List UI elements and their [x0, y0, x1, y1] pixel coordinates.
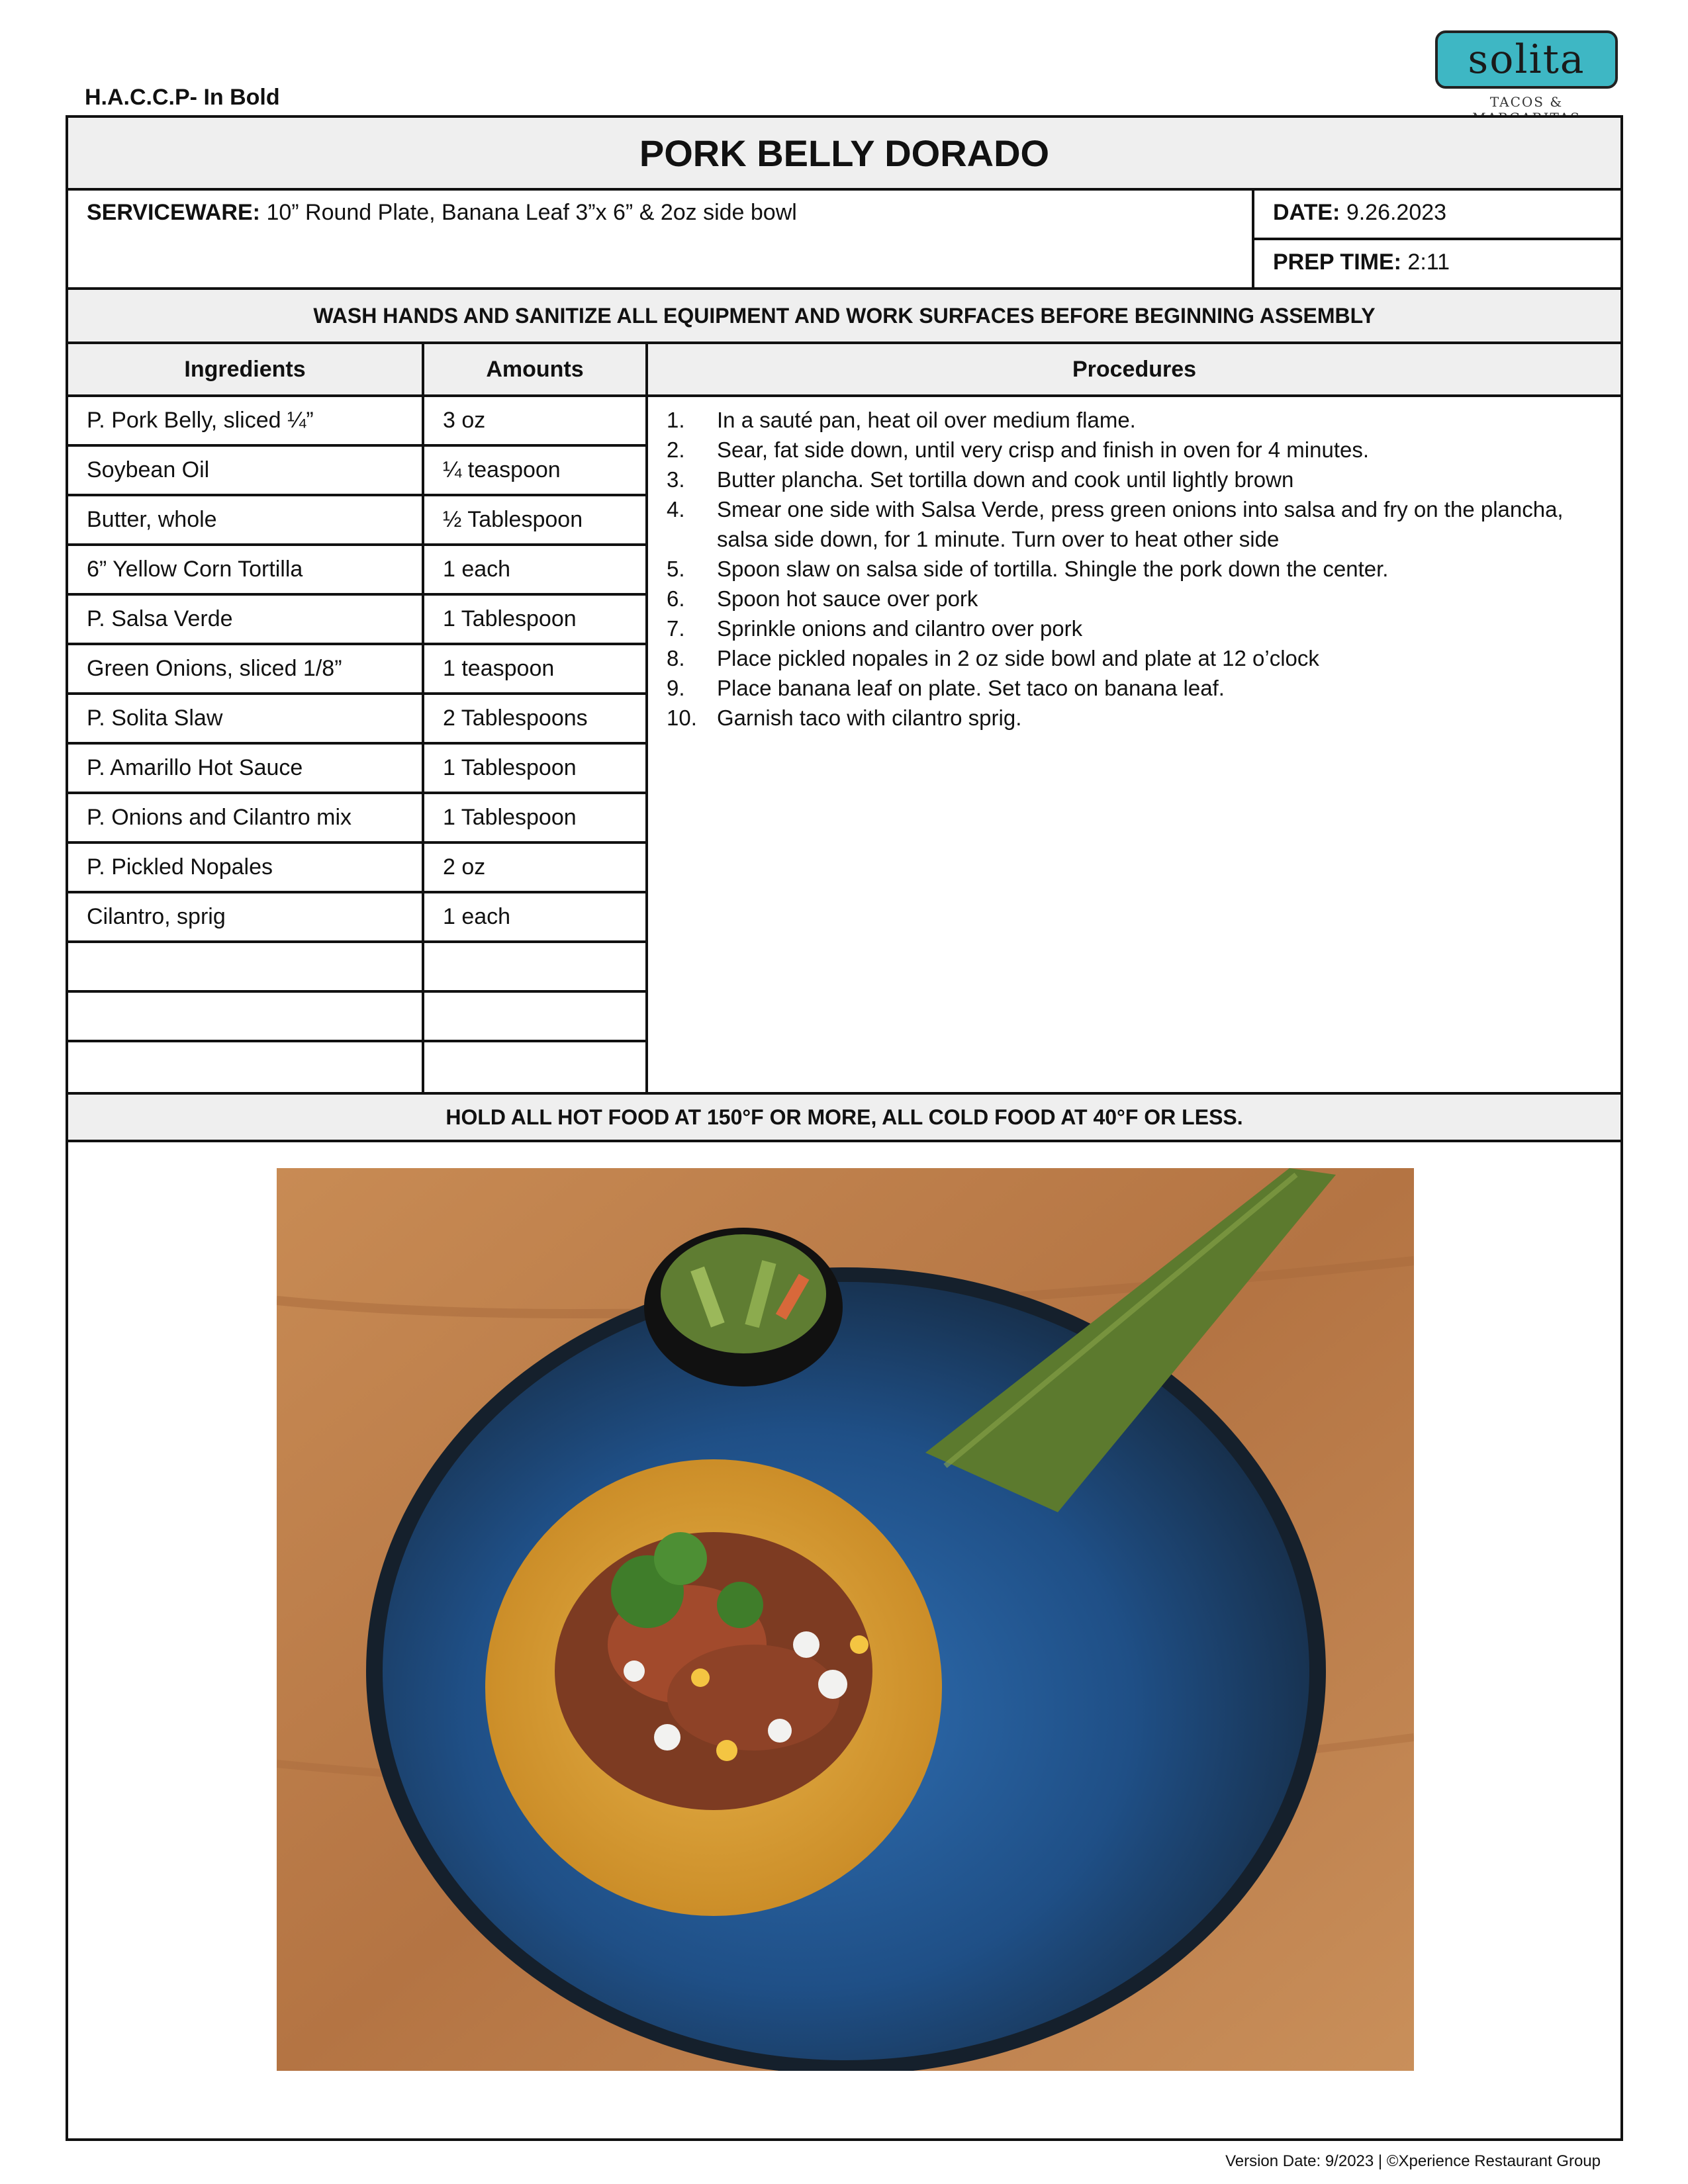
prep-time-cell	[1254, 240, 1620, 290]
ingredients-header: Ingredients	[68, 344, 424, 397]
amount-cell: 1 each	[424, 893, 648, 943]
procedure-text: Sprinkle onions and cilantro over pork	[717, 616, 1083, 641]
amount-cell: 1 teaspoon	[424, 645, 648, 695]
recipe-sheet	[66, 115, 1623, 2141]
procedure-text: Garnish taco with cilantro sprig.	[717, 705, 1022, 730]
date-label: DATE:	[1273, 200, 1340, 225]
procedure-number: 6.	[667, 586, 685, 611]
serviceware-value: 10” Round Plate, Banana Leaf 3”x 6” & 2oz side bowl	[266, 200, 797, 225]
procedure-text: Smear one side with Salsa Verde, press green onions into salsa and fry on the plancha, salsa side down, for 1 minute. Turn over to heat other side	[717, 497, 1564, 551]
wash-notice: WASH HANDS AND SANITIZE ALL EQUIPMENT AND WORK SURFACES BEFORE BEGINNING ASSEMBLY	[68, 290, 1620, 344]
procedures-list	[667, 405, 1602, 733]
procedure-step	[667, 554, 1602, 584]
ingredient-cell: P. Solita Slaw	[68, 695, 424, 745]
procedure-step	[667, 465, 1602, 494]
serviceware-cell	[68, 191, 1254, 290]
ingredient-cell	[68, 1042, 424, 1092]
procedure-number: 4.	[667, 497, 685, 522]
amount-cell: 2 Tablespoons	[424, 695, 648, 745]
ingredient-cell: Butter, whole	[68, 496, 424, 546]
procedure-step	[667, 643, 1602, 673]
procedure-text: Sear, fat side down, until very crisp and finish in oven for 4 minutes.	[717, 437, 1370, 462]
ingredient-cell: P. Pickled Nopales	[68, 844, 424, 893]
procedure-step	[667, 614, 1602, 643]
recipe-title: PORK BELLY DORADO	[68, 118, 1620, 191]
procedure-text: Spoon hot sauce over pork	[717, 586, 978, 611]
logo-text: solita	[1468, 36, 1585, 83]
procedure-number: 7.	[667, 616, 685, 641]
amount-cell	[424, 943, 648, 993]
amount-cell: 1 Tablespoon	[424, 794, 648, 844]
procedure-step	[667, 584, 1602, 614]
procedure-text: Place pickled nopales in 2 oz side bowl and plate at 12 o’clock	[717, 646, 1319, 670]
dish-photo-illustration	[277, 1168, 1414, 2071]
procedure-text: In a sauté pan, heat oil over medium flame.	[717, 408, 1136, 432]
hold-notice: HOLD ALL HOT FOOD AT 150°F OR MORE, ALL COLD FOOD AT 40°F OR LESS.	[68, 1092, 1620, 1142]
procedure-number: 5.	[667, 557, 685, 581]
dish-photo	[277, 1168, 1414, 2071]
footer-version: Version Date: 9/2023 | ©Xperience Restaurant Group	[1225, 2152, 1601, 2170]
ingredient-cell: P. Onions and Cilantro mix	[68, 794, 424, 844]
amounts-header: Amounts	[424, 344, 648, 397]
procedure-number: 1.	[667, 408, 685, 432]
date-value: 9.26.2023	[1346, 200, 1447, 225]
prep-time-label: PREP TIME:	[1273, 250, 1401, 275]
amount-cell: ½ Tablespoon	[424, 496, 648, 546]
amount-cell: ¼ teaspoon	[424, 447, 648, 496]
amount-cell: 1 Tablespoon	[424, 596, 648, 645]
amount-cell	[424, 993, 648, 1042]
ingredient-cell	[68, 993, 424, 1042]
prep-time-value: 2:11	[1407, 250, 1450, 275]
procedure-text: Place banana leaf on plate. Set taco on banana leaf.	[717, 676, 1225, 700]
ingredient-cell: 6” Yellow Corn Tortilla	[68, 546, 424, 596]
solita-logo	[1435, 30, 1618, 89]
ingredient-cell: P. Salsa Verde	[68, 596, 424, 645]
procedure-step	[667, 673, 1602, 703]
amount-cell: 3 oz	[424, 397, 648, 447]
procedure-step	[667, 435, 1602, 465]
logo-subtext: TACOS &	[1489, 94, 1564, 110]
procedure-step	[667, 703, 1602, 733]
amount-cell: 1 each	[424, 546, 648, 596]
ingredient-cell	[68, 943, 424, 993]
amount-cell	[424, 1042, 648, 1092]
procedure-number: 3.	[667, 467, 685, 492]
procedure-text: Spoon slaw on salsa side of tortilla. Shingle the pork down the center.	[717, 557, 1389, 581]
procedure-text: Butter plancha. Set tortilla down and cook until lightly brown	[717, 467, 1294, 492]
ingredient-cell: Green Onions, sliced 1/8”	[68, 645, 424, 695]
procedure-number: 10.	[667, 705, 697, 730]
date-cell	[1254, 191, 1620, 240]
procedure-number: 2.	[667, 437, 685, 462]
ingredient-cell: P. Amarillo Hot Sauce	[68, 745, 424, 794]
procedure-step	[667, 494, 1602, 554]
procedures-header: Procedures	[648, 344, 1620, 397]
serviceware-label: SERVICEWARE:	[87, 200, 260, 225]
procedure-number: 9.	[667, 676, 685, 700]
ingredient-cell: Cilantro, sprig	[68, 893, 424, 943]
amount-cell: 1 Tablespoon	[424, 745, 648, 794]
ingredient-cell: Soybean Oil	[68, 447, 424, 496]
amount-cell: 2 oz	[424, 844, 648, 893]
ingredient-cell: P. Pork Belly, sliced ¼”	[68, 397, 424, 447]
procedure-number: 8.	[667, 646, 685, 670]
procedure-step	[667, 405, 1602, 435]
haccp-note: H.A.C.C.P- In Bold	[85, 85, 280, 110]
procedures-area	[648, 397, 1620, 1092]
